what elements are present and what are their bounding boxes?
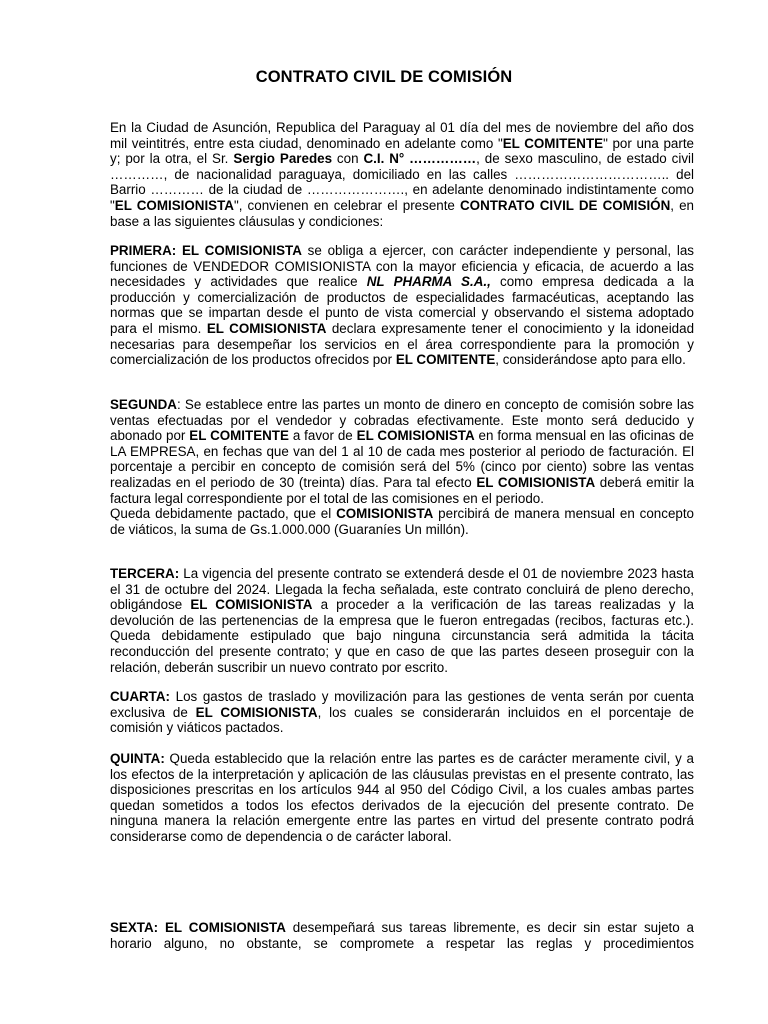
clause-sexta [110, 920, 694, 951]
text-run: , de sexo masculino, de estado civil …………, de nacionalidad paraguaya, domiciliado en las calles …………………………….. del Barrio ………… de la ciudad de …………………., en adelante denominado indistintamente como " [110, 151, 694, 213]
text-run: como empresa dedicada a la producción y comercialización de productos de especialidades farmacéuticas, aceptando las normas que se impartan desde el punto de vista comercial y observando el sistema adoptado para el mismo. [110, 274, 694, 336]
text-run: Los gastos de traslado y movilización para las gestiones de venta serán por cuenta exclusiva de [110, 689, 694, 720]
emphasized-text: C.I. N° …………… [363, 151, 477, 167]
text-run: se obliga a ejercer, con carácter independiente y personal, las funciones de VENDEDOR COMISIONISTA con la mayor eficiencia y eficacia, de acuerdo a las necesidades y actividades que realice [110, 243, 694, 290]
clause-primera [110, 243, 694, 368]
emphasized-text: EL COMITENTE [189, 428, 289, 444]
clause-cuarta [110, 689, 694, 736]
text-run: : Se establece entre las partes un monto de dinero en concepto de comisión sobre las ventas efectuadas por el vendedor y cobradas efectivamente. Este monto será deducido y abonado por [110, 397, 694, 444]
text-run: , considerándose apto para ello. [495, 352, 686, 368]
emphasized-text: NL PHARMA S.A., [366, 274, 491, 290]
intro-paragraph [110, 120, 694, 229]
emphasized-text: QUINTA: [110, 751, 165, 766]
emphasized-text: EL COMISIONISTA [356, 428, 475, 444]
emphasized-text: PRIMERA: EL COMISIONISTA [110, 243, 302, 258]
clause-sexta-text [110, 920, 694, 951]
emphasized-text: EL COMISIONISTA [114, 197, 234, 213]
emphasized-text: SEGUNDA [110, 397, 177, 412]
text-run: La vigencia del presente contrato se extenderá desde el 01 de noviembre 2023 hasta el 31 de octubre del 2024. Llegada la fecha señalada, este contrato concluirá de pleno derecho, obligándose [110, 566, 694, 613]
text-run: a proceder a la verificación de las tareas realizadas y la devolución de las pertenencias de la empresa que le fueron entregadas (recibos, facturas etc.). Queda debidamente estipulado que bajo ninguna circunstancia será admitida la tácita reconducción del presente contrato; y que en caso de que las partes deseen proseguir con la relación, deberán suscribir un nuevo contrato por escrito. [110, 597, 694, 675]
text-run: Queda debidamente pactado, que el [110, 506, 337, 522]
emphasized-text: EL COMITENTE [502, 135, 604, 151]
text-run: en forma mensual en las oficinas de LA EMPRESA, en fechas que van del 1 al 10 de cada mes posterior al periodo de facturación. El porcentaje a percibir en concepto de comisión será del 5% (cinco por ciento) sobre las ventas realizadas en el periodo de 30 (treinta) días. Para tal efecto [110, 428, 694, 490]
emphasized-text: EL COMITENTE [395, 352, 496, 368]
clause-segunda-text [110, 397, 694, 506]
text-run: deberá emitir la factura legal correspondiente por el total de las comisiones en el periodo. [110, 474, 695, 506]
emphasized-text: EL COMISIONISTA [195, 704, 318, 720]
text-run: " por una parte y; por la otra, el Sr. [110, 135, 694, 167]
text-run: declara expresamente tener el conocimiento y la idoneidad necesarias para desempeñar los servicios en el área correspondiente para la promoción y comercialización de los productos ofrecidos por [110, 320, 695, 368]
clause-segunda-viaticos-text [110, 506, 694, 537]
emphasized-text: COMISIONISTA [336, 506, 434, 522]
text-run: , los cuales se considerarán incluidos en el porcentaje de comisión y viáticos pactados. [110, 704, 695, 736]
text-run: ", convienen en celebrar el presente [233, 197, 460, 213]
text-run: Queda establecido que la relación entre las partes es de carácter meramente civil, y a los efectos de la interpretación y aplicación de las cláusulas previstas en el presente contrato, las disposiciones prescritas en los artículos 944 al 950 del Código Civil, a los cuales ambas partes quedan sometidos a todos los efectos derivados de la ejecución del presente contrato. De ninguna manera la relación emergente entre las partes en virtud del presente contrato podrá considerarse como de dependencia o de carácter laboral. [110, 751, 694, 844]
emphasized-text: EL COMISIONISTA [476, 474, 596, 490]
clause-quinta [110, 751, 694, 845]
text-run: con [332, 151, 364, 167]
clause-primera-text [110, 243, 694, 368]
clause-quinta-text [110, 751, 694, 845]
clause-tercera-text [110, 566, 694, 675]
emphasized-text: Sergio Paredes [233, 151, 333, 167]
emphasized-text: CONTRATO CIVIL DE COMISIÓN [460, 197, 671, 213]
text-run: desempeñará sus tareas libremente, es decir sin estar sujeto a horario alguno, no obstante, se compromete a respetar las reglas y procedimientos [110, 920, 694, 951]
document-title: CONTRATO CIVIL DE COMISIÓN [255, 68, 513, 86]
intro-text [110, 120, 694, 229]
emphasized-text: TERCERA: [110, 566, 180, 581]
emphasized-text: EL COMISIONISTA [206, 320, 327, 336]
clause-tercera [110, 566, 694, 675]
text-run: percibirá de manera mensual en concepto de viáticos, la suma de Gs.1.000.000 (Guaraníes Un millón). [110, 506, 695, 537]
text-run: a favor de [288, 428, 357, 444]
emphasized-text: SEXTA: EL COMISIONISTA [110, 920, 286, 935]
emphasized-text: EL COMISIONISTA [190, 597, 313, 613]
clause-cuarta-text [110, 689, 694, 736]
text-run: En la Ciudad de Asunción, Republica del Paraguay al 01 día del mes de noviembre del año dos mil veintitrés, entre esta ciudad, denominado en adelante como " [110, 120, 694, 151]
emphasized-text: CUARTA: [110, 689, 170, 704]
text-run: , en base a las siguientes cláusulas y condiciones: [110, 197, 694, 229]
clause-segunda [110, 397, 694, 537]
